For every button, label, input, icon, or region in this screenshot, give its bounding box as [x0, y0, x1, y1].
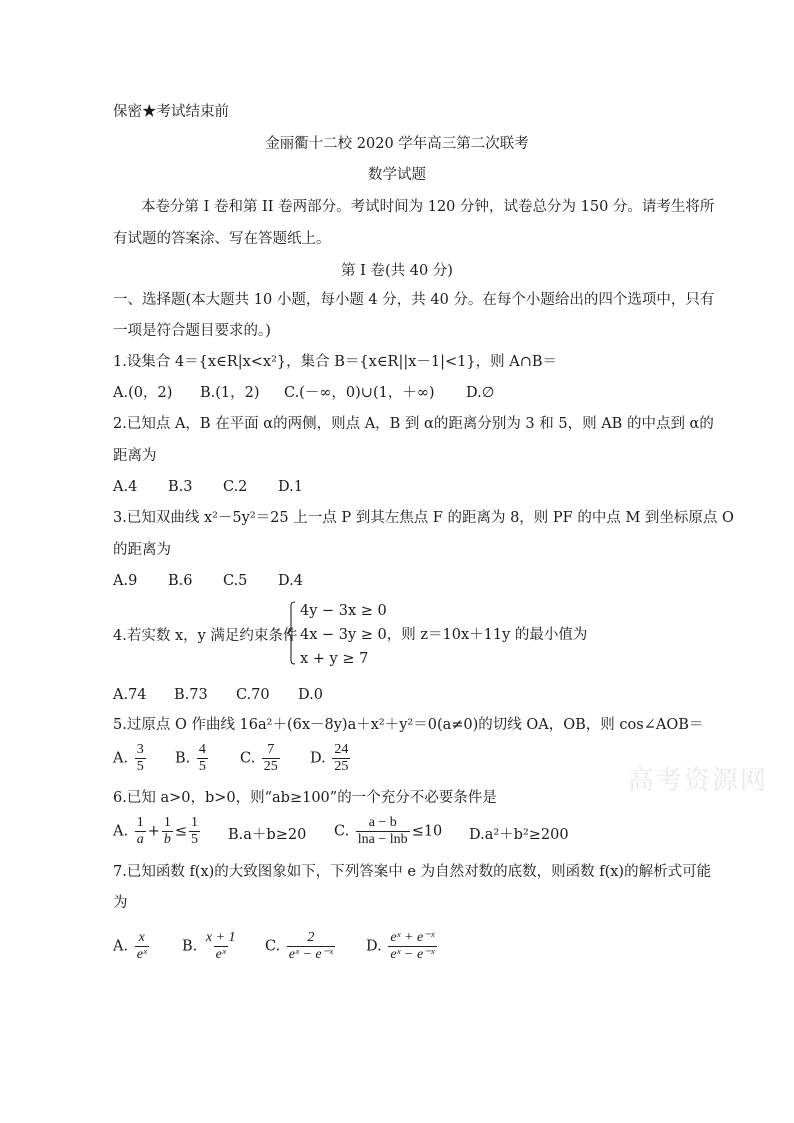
- fraction-denominator: 5: [191, 832, 199, 847]
- fraction-numerator: x + 1: [205, 930, 236, 945]
- question-7-stem-2: 为: [113, 895, 128, 911]
- question-7-option-d: [366, 930, 439, 963]
- question-3-option-c: C.5: [223, 573, 248, 589]
- question-6-option-d: D.a²＋b²≥200: [469, 827, 569, 843]
- fraction-numerator: 3: [136, 742, 144, 757]
- constraint-system: [286, 601, 588, 667]
- question-4-stem-tail: ，则 z＝10x＋11y 的最小值为: [386, 627, 588, 643]
- fraction-denominator: eˣ: [136, 947, 147, 962]
- section-instruction-1: 一、选择题(本大题共 10 小题，每小题 4 分，共 40 分。在每个小题给出的四个选项中，只有: [113, 292, 715, 308]
- fraction-denominator: 25: [263, 759, 278, 774]
- fraction-numerator: a − b: [368, 815, 397, 830]
- confidential-label: 保密★考试结束前: [113, 104, 229, 120]
- fraction-denominator: lna − lnb: [357, 832, 408, 847]
- exam-title: 金丽衢十二校 2020 学年高三第二次联考: [265, 136, 529, 152]
- option-label: C.: [334, 823, 350, 840]
- fraction-denominator: b: [163, 832, 171, 847]
- option-label: A.: [113, 823, 129, 840]
- question-4-prefix: 4.若实数 x，y 满足约束条件: [113, 628, 298, 644]
- fraction-denominator: eˣ − e⁻ˣ: [288, 947, 333, 962]
- option-label: A.: [113, 750, 129, 767]
- section-title: 第 I 卷(共 40 分): [341, 263, 453, 279]
- question-5-option-c: [240, 742, 282, 775]
- constraint-row-3: x + y ≥ 7: [300, 651, 369, 667]
- question-4-option-b: B.73: [174, 687, 208, 703]
- option-label: B.: [175, 750, 191, 767]
- fraction-denominator: a: [136, 832, 144, 847]
- watermark: 高考资源网: [628, 766, 769, 796]
- question-2-option-b: B.3: [168, 479, 193, 495]
- constraint-row-1: 4y − 3x ≥ 0: [300, 603, 387, 619]
- fraction-denominator: 5: [198, 759, 206, 774]
- question-2-option-c: C.2: [223, 479, 248, 495]
- question-5-option-a: [113, 742, 148, 775]
- question-2-stem-1: 2.已知点 A，B 在平面 α的两侧，则点 A，B 到 α的距离分别为 3 和 5，则 AB 的中点到 α的: [113, 416, 714, 432]
- question-6-option-a: [113, 815, 202, 848]
- left-brace-icon: [286, 601, 296, 665]
- question-4-option-c: C.70: [236, 687, 270, 703]
- fraction-numerator: eˣ + e⁻ˣ: [390, 930, 435, 945]
- question-2-stem-2: 距离为: [113, 448, 157, 464]
- question-7-option-c: [265, 930, 337, 963]
- option-label: C.: [240, 750, 256, 767]
- constraint-row-2-wrap: [300, 625, 587, 645]
- question-3-option-a: A.9: [113, 573, 138, 589]
- question-7-option-b: [182, 930, 240, 963]
- question-6-option-b: B.a＋b≥20: [228, 827, 307, 843]
- intro-line-2: 有试题的答案涂、写在答题纸上。: [113, 231, 331, 247]
- question-3-option-d: D.4: [278, 573, 303, 589]
- fraction-numerator: 1: [163, 815, 171, 830]
- section-instruction-2: 一项是符合题目要求的。): [113, 323, 271, 339]
- question-2-option-a: A.4: [113, 479, 138, 495]
- question-7-option-a: [113, 930, 151, 963]
- fraction-numerator: 1: [136, 815, 144, 830]
- question-5-stem: 5.过原点 O 作曲线 16a²＋(6x－8y)a＋x²＋y²＝0(a≠0)的切线 OA，OB，则 cos∠AOB＝: [113, 717, 704, 733]
- fraction-numerator: 7: [267, 742, 275, 757]
- question-4-option-d: D.0: [298, 687, 323, 703]
- fraction-numerator: 2: [307, 930, 315, 945]
- option-label: D.: [310, 750, 326, 767]
- option-label: D.: [366, 938, 382, 955]
- question-5-option-b: [175, 742, 210, 775]
- question-1-option-a: A.(0，2): [113, 385, 173, 401]
- question-1-option-b: B.(1，2): [200, 385, 260, 401]
- subject-title: 数学试题: [368, 167, 426, 183]
- fraction-numerator: 24: [334, 742, 349, 757]
- fraction-numerator: 1: [191, 815, 199, 830]
- question-6-option-c: [334, 815, 442, 848]
- fraction-denominator: eˣ: [215, 947, 226, 962]
- question-6-stem: 6.已知 a>0，b>0，则“ab≥100”的一个充分不必要条件是: [113, 790, 497, 806]
- less-equal-sign: ≤: [174, 823, 188, 840]
- question-3-option-b: B.6: [168, 573, 193, 589]
- fraction-numerator: x: [138, 930, 145, 945]
- question-3-stem-2: 的距离为: [113, 542, 171, 558]
- question-5-option-d: [310, 742, 352, 775]
- question-1-option-c: C.(－∞，0)∪(1，＋∞): [284, 385, 435, 401]
- option-label: C.: [265, 938, 281, 955]
- question-2-option-d: D.1: [278, 479, 303, 495]
- constraint-row-2: 4x − 3y ≥ 0: [300, 627, 387, 643]
- plus-sign: +: [147, 823, 160, 840]
- question-7-stem-1: 7.已知函数 f(x)的大致图象如下，下列答案中 e 为自然对数的底数，则函数 f(x)的解析式可能: [113, 864, 712, 880]
- question-1-stem: 1.设集合 4＝{x∈R|x<x²}，集合 B＝{x∈R||x－1|<1}，则 A∩B＝: [113, 354, 558, 370]
- question-4-option-a: A.74: [113, 687, 147, 703]
- fraction-denominator: 5: [136, 759, 144, 774]
- option-c-tail: ≤10: [411, 823, 443, 840]
- question-1-option-d: D.∅: [466, 385, 495, 401]
- fraction-denominator: eˣ − e⁻ˣ: [390, 947, 435, 962]
- intro-line-1: 本卷分第 I 卷和第 II 卷两部分。考试时间为 120 分钟，试卷总分为 150 分。请考生将所: [141, 199, 715, 215]
- fraction-denominator: 25: [334, 759, 349, 774]
- option-label: B.: [182, 938, 198, 955]
- fraction-numerator: 4: [198, 742, 206, 757]
- option-label: A.: [113, 938, 129, 955]
- question-3-stem-1: 3.已知双曲线 x²－5y²＝25 上一点 P 到其左焦点 F 的距离为 8，则 PF 的中点 M 到坐标原点 O: [113, 510, 734, 526]
